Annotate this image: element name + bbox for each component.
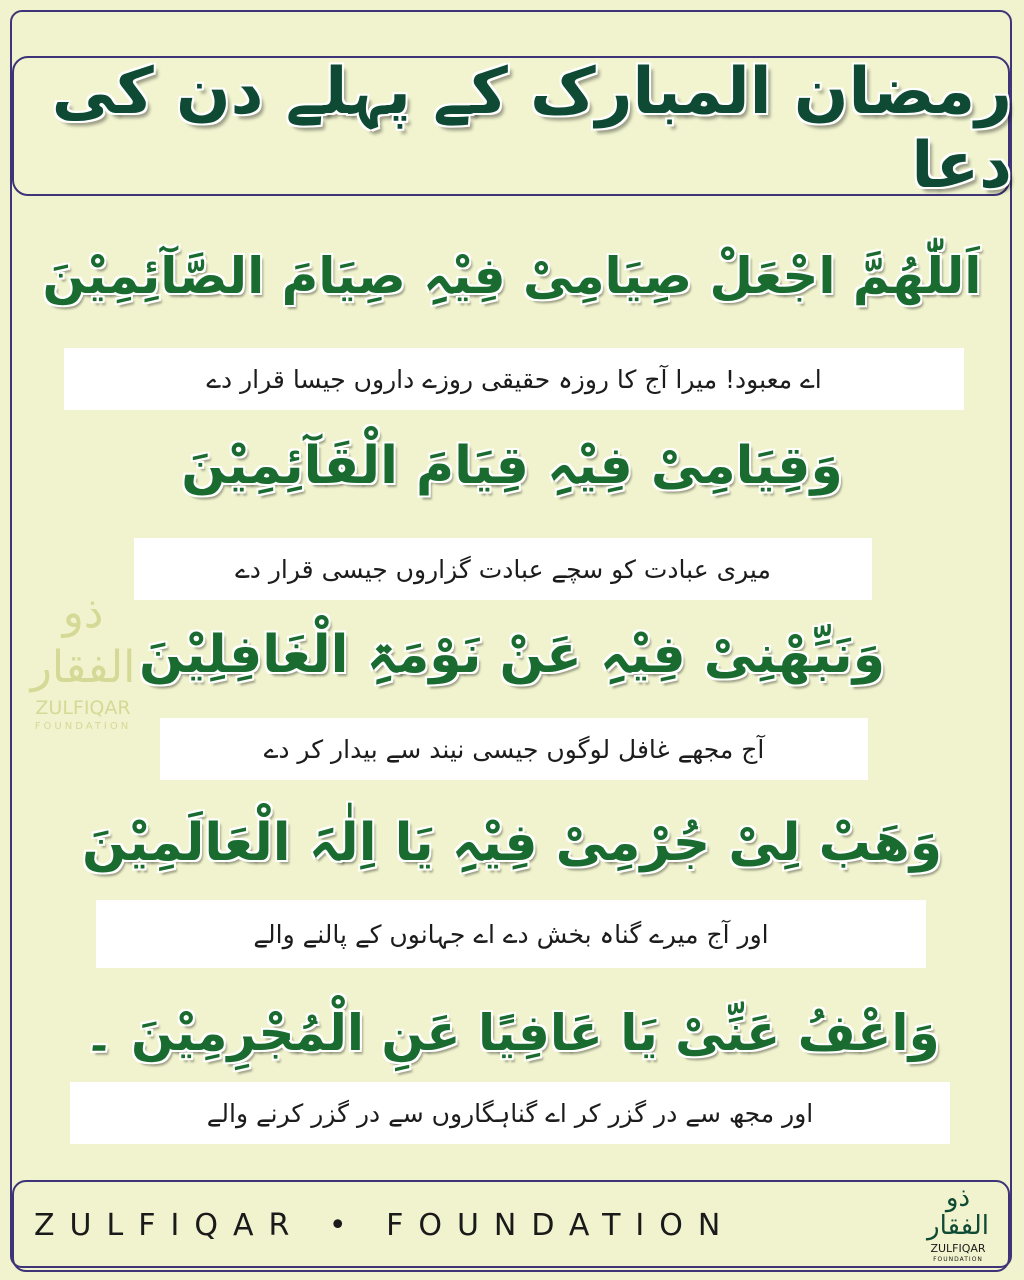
page-title: رمضان المبارک کے پہلے دن کی دعا [51,54,1012,203]
urdu-translation-1: اے معبود! میرا آج کا روزہ حقیقی روزے داروں جیسا قرار دے [64,348,964,410]
arabic-line-2: وَقِیَامِیْ فِیْہِ قِیَامَ الْقَآئِمِیْنَ [181,436,843,496]
urdu-translation-3: آج مجھے غافل لوگوں جیسی نیند سے بیدار کر دے [160,718,868,780]
title-panel [12,54,1012,203]
arabic-line-3: وَنَبِّھْنِیْ فِیْہِ عَنْ نَوْمَۃِ الْغَافِلِیْنَ [138,625,886,685]
arabic-line-1: اَللّٰھُمَّ اجْعَلْ صِیَامِیْ فِیْہِ صِیَامَ الصَّآئِمِیْنَ [42,247,982,305]
urdu-translation-5: اور مجھ سے در گزر کر اے گناہگاروں سے در گزر کرنے والے [70,1082,950,1144]
footer-logo-arabic: ذو الفقار [927,1183,989,1241]
footer-brand-text: ZULFIQAR • FOUNDATION [34,1207,736,1243]
watermark-name: ZULFIQAR [35,697,131,719]
footer-logo-sub: FOUNDATION [933,1256,983,1263]
urdu-translation-2: میری عبادت کو سچے عبادت گزاروں جیسی قرار دے [134,538,872,600]
footer-logo [918,1178,998,1268]
watermark-logo [24,585,142,755]
urdu-translation-4: اور آج میرے گناہ بخش دے اے جہانوں کے پالنے والے [96,900,926,968]
watermark-arabic: ذو الفقار [30,587,136,693]
arabic-line-5: وَاعْفُ عَنِّیْ یَا عَافِیًا عَنِ الْمُجْرِمِیْنَ ۔ [84,1004,940,1062]
arabic-line-4: وَھَبْ لِیْ جُرْمِیْ فِیْہِ یَا اِلٰہَ الْعَالَمِیْنَ [81,813,943,873]
watermark-sub: FOUNDATION [34,721,132,732]
footer-logo-name: ZULFIQAR [930,1242,986,1255]
